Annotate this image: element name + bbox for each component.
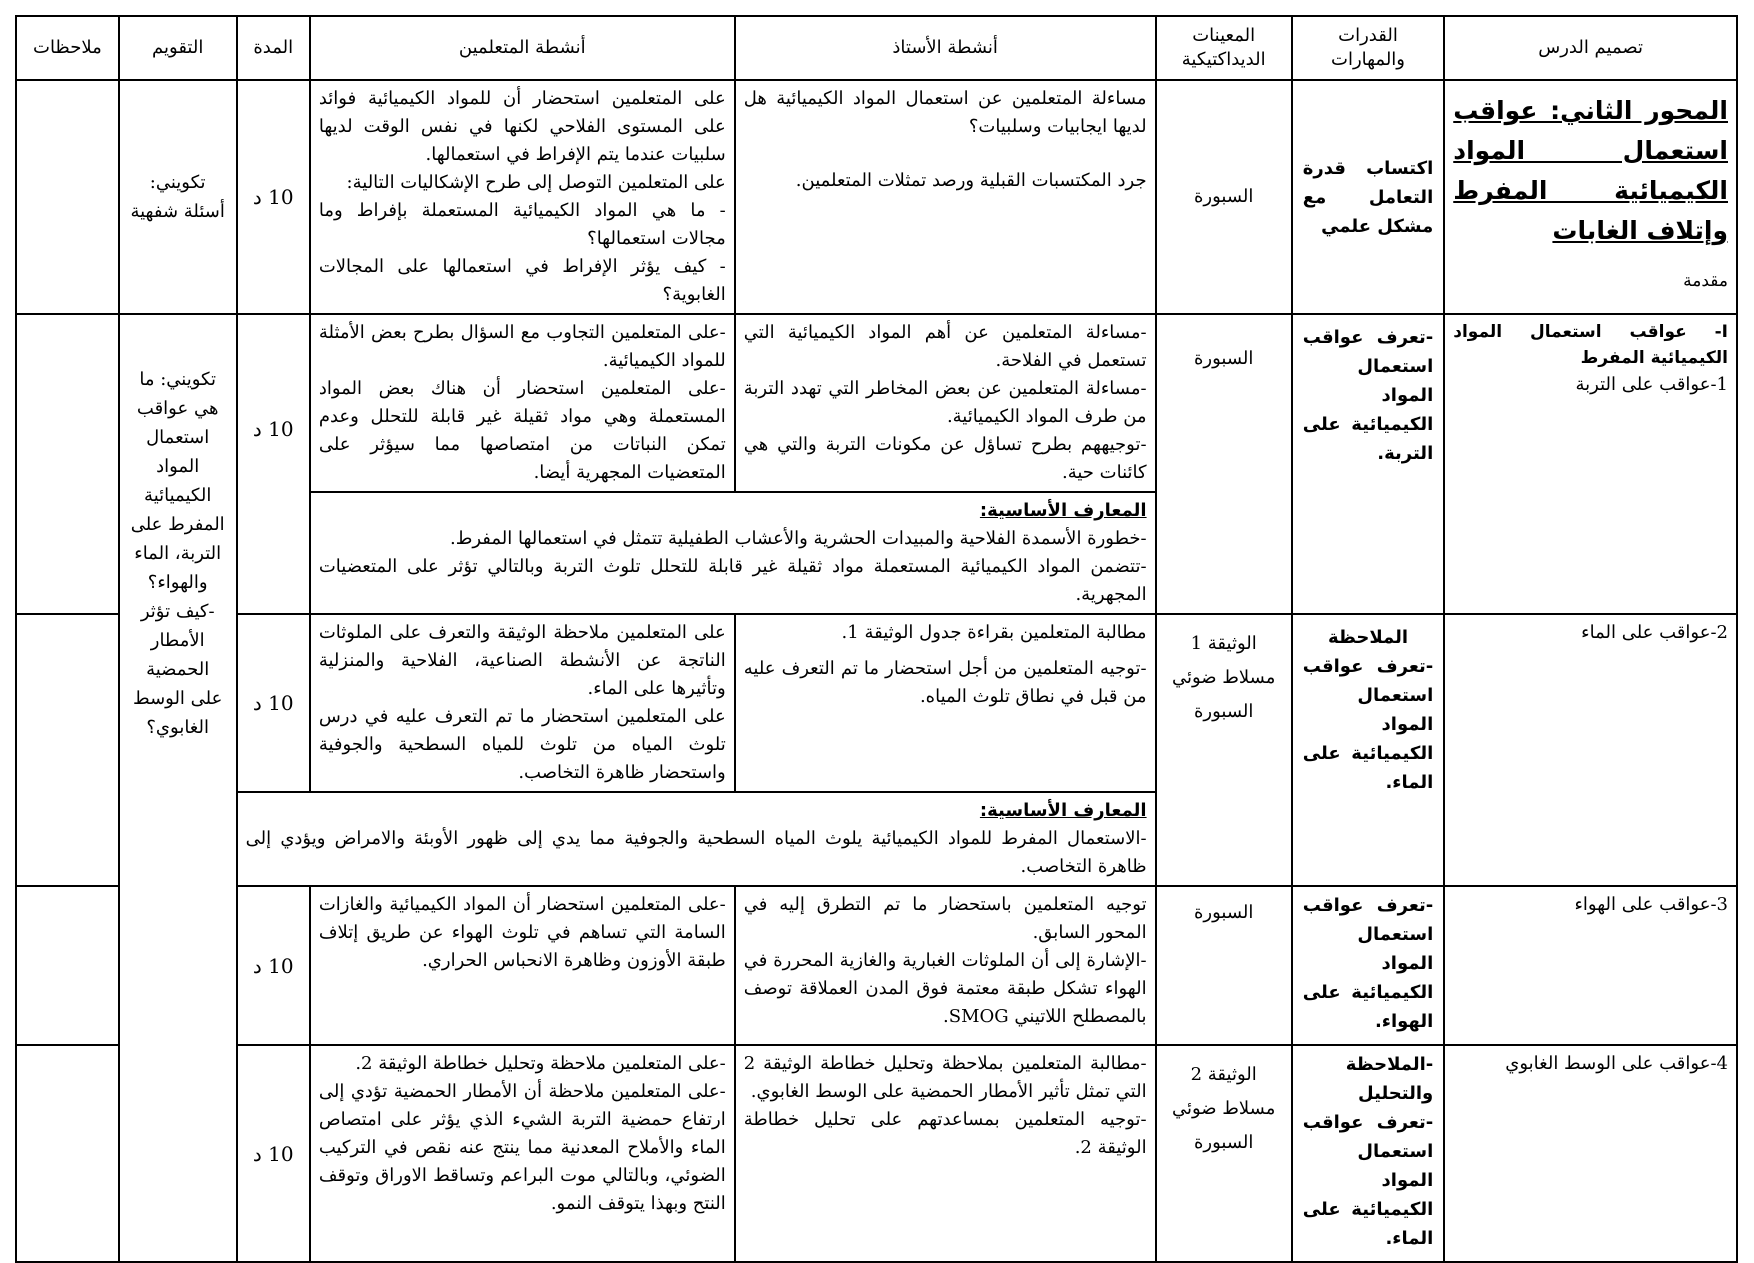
water-knowledge-1: -الاستعمال المفرط للمواد الكيميائية يلوث المياه السطحية والجوفية مما يدي إلى ظهور الأوبئة والامراض ويؤدي إلى ظاهرة التخاصب. — [245, 828, 1147, 877]
soil-teacher-1: -مساءلة المتعلمين عن أهم المواد الكيميائية التي تستعمل في الفلاحة. — [743, 322, 1147, 371]
header-design: تصميم الدرس — [1444, 16, 1737, 80]
forest-learner-1: -على المتعلمين ملاحظة وتحليل خطاطة الوثيقة 2. — [355, 1053, 726, 1074]
soil-learner-cell — [310, 314, 735, 492]
forest-aids-cell — [1156, 1045, 1292, 1262]
intro-aids: السبورة — [1156, 80, 1292, 314]
axis-title: المحور الثاني: عواقب استعمال المواد الكيميائية المفرط وإتلاف الغابات — [1453, 96, 1728, 245]
forest-row — [16, 1045, 1737, 1262]
water-skills-1: الملاحظة — [1327, 627, 1409, 648]
forest-skills-cell — [1292, 1045, 1444, 1262]
lesson-plan-table — [15, 15, 1738, 1263]
water-duration: 10 د — [237, 614, 310, 792]
header-learner-activities: أنشطة المتعلمين — [310, 16, 735, 80]
soil-knowledge-heading: المعارف الأساسية: — [979, 500, 1147, 521]
intro-row — [16, 80, 1737, 314]
air-duration: 10 د — [237, 886, 310, 1045]
water-knowledge-cell — [237, 792, 1156, 886]
soil-aids: السبورة — [1156, 314, 1292, 614]
air-teacher-2: -الإشارة إلى أن الملوثات الغبارية والغازية المحررة في الهواء تشكل طبقة معتمة فوق المدن العملاقة توصف بالمصطلح اللاتيني SMOG. — [743, 950, 1147, 1027]
intro-design-cell — [1444, 80, 1737, 314]
air-teacher-1: توجيه المتعلمين باستحضار ما تم التطرق إليه في المحور السابق. — [743, 894, 1147, 943]
water-teacher-cell — [735, 614, 1156, 792]
intro-assessment: تكويني: أسئلة شفهية — [119, 80, 237, 314]
soil-skills: -تعرف عواقب استعمال المواد الكيميائية على التربة. — [1292, 314, 1444, 614]
air-learner-cell — [310, 886, 735, 1045]
air-aids: السبورة — [1156, 886, 1292, 1045]
water-notes — [16, 614, 119, 886]
air-learner-1: -على المتعلمين استحضار أن المواد الكيميائية والغازات السامة التي تساهم في تلوث الهواء عن طريق إتلاف طبقة الأوزون وظاهرة الانحباس الحراري. — [318, 894, 726, 971]
forest-teacher-1: -مطالبة المتعلمين بملاحظة وتحليل خطاطة الوثيقة 2 التي تمثل تأثير الأمطار الحمضية على الوسط الغابوي. — [743, 1053, 1147, 1102]
soil-duration: 10 د — [237, 314, 310, 614]
air-skills: -تعرف عواقب استعمال المواد الكيميائية على الهواء. — [1292, 886, 1444, 1045]
water-skills-cell — [1292, 614, 1444, 886]
water-learner-1: على المتعلمين ملاحظة الوثيقة والتعرف على الملوثات الناتجة عن الأنشطة الصناعية، الفلاحية والمنزلية وتأثيرها على الماء. — [318, 622, 726, 699]
intro-teacher-cell — [735, 80, 1156, 314]
intro-skills: اكتساب قدرة التعامل مع مشكل علمي — [1292, 80, 1444, 314]
forest-skills-1: -الملاحظة والتحليل — [1345, 1054, 1434, 1104]
soil-notes — [16, 314, 119, 614]
water-aids-3: السبورة — [1193, 701, 1254, 722]
water-learner-cell — [310, 614, 735, 792]
soil-teacher-3: -توجيههم بطرح تساؤل عن مكونات التربة والتي هي كائنات حية. — [743, 434, 1147, 483]
header-assessment: التقويم — [119, 16, 237, 80]
intro-notes — [16, 80, 119, 314]
intro-learner-3: - ما هي المواد الكيميائية المستعملة بإفراط وما مجالات استعمالها؟ — [318, 200, 726, 249]
forest-skills-2: -تعرف عواقب استعمال المواد الكيميائية على الماء. — [1302, 1112, 1434, 1249]
air-design-cell — [1444, 886, 1737, 1045]
intro-learner-2: على المتعلمين التوصل إلى طرح الإشكاليات التالية: — [346, 172, 726, 193]
forest-subheading: 4-عواقب على الوسط الغابوي — [1505, 1053, 1728, 1074]
forest-learner-2: -على المتعلمين ملاحظة أن الأمطار الحمضية تؤدي إلى ارتفاع حمضية التربة الشيء الذي يؤثر على امتصاص الماء والأملاح المعدنية مما ينتج عنه نقص في التركيب الضوئي، وبالتالي موت البراعم وتساقط الاوراق وتوقف النتح وبهذا يتوقف النمو. — [318, 1081, 726, 1214]
header-skills: القدرات والمهارات — [1292, 16, 1444, 80]
water-aids-2: مسلاط ضوئي — [1171, 667, 1276, 688]
intro-learner-4: - كيف يؤثر الإفراط في استعمالها على المجالات الغابوية؟ — [318, 256, 726, 305]
forest-aids-1: الوثيقة 2 — [1190, 1064, 1257, 1085]
soil-teacher-cell — [735, 314, 1156, 492]
air-row — [16, 886, 1737, 1045]
forest-notes — [16, 1045, 119, 1262]
soil-learner-2: -على المتعلمين استحضار أن هناك بعض المواد المستعملة وهي مواد ثقيلة غير قابلة للتحلل وعدم تمكن النباتات من امتصاصها مما سيؤثر على المتعضيات المجهرية أيضا. — [318, 378, 726, 483]
water-knowledge-heading: المعارف الأساسية: — [979, 800, 1147, 821]
soil-knowledge-2: -تتضمن المواد الكيميائية المستعملة مواد ثقيلة غير قابلة للتحلل تلوث التربة وبالتالي تؤثر على المتعضيات المجهرية. — [318, 556, 1147, 605]
soil-subheading: 1-عواقب على التربة — [1575, 374, 1728, 395]
header-teacher-activities: أنشطة الأستاذ — [735, 16, 1156, 80]
soil-knowledge-1: -خطورة الأسمدة الفلاحية والمبيدات الحشرية والأعشاب الطفيلية تتمثل في استعمالها المفرط. — [450, 528, 1147, 549]
forest-teacher-cell — [735, 1045, 1156, 1262]
air-teacher-cell — [735, 886, 1156, 1045]
forest-design-cell — [1444, 1045, 1737, 1262]
forest-learner-cell — [310, 1045, 735, 1262]
header-notes: ملاحظات — [16, 16, 119, 80]
air-notes — [16, 886, 119, 1045]
water-teacher-1: مطالبة المتعلمين بقراءة جدول الوثيقة 1. — [841, 622, 1147, 643]
water-design-cell — [1444, 614, 1737, 886]
intro-learner-cell — [310, 80, 735, 314]
header-row — [16, 16, 1737, 80]
water-aids-cell — [1156, 614, 1292, 886]
water-row — [16, 614, 1737, 792]
forest-teacher-2: -توجيه المتعلمين بمساعدتهم على تحليل خطاطة الوثيقة 2. — [743, 1109, 1147, 1158]
soil-row — [16, 314, 1737, 492]
intro-teacher-2: جرد المكتسبات القبلية ورصد تمثلات المتعلمين. — [795, 170, 1147, 191]
intro-duration: 10 د — [237, 80, 310, 314]
water-teacher-2: -توجيه المتعلمين من أجل استحضار ما تم التعرف عليه من قبل في نطاق تلوث المياه. — [743, 658, 1147, 707]
forest-aids-3: السبورة — [1193, 1132, 1254, 1153]
forest-aids-2: مسلاط ضوئي — [1171, 1098, 1276, 1119]
intro-learner-1: على المتعلمين استحضار أن للمواد الكيميائية فوائد على المستوى الفلاحي لكنها في نفس الوقت لديها سلبيات عندما يتم الإفراط في استعمالها. — [318, 88, 726, 165]
water-skills-2: -تعرف عواقب استعمال المواد الكيميائية على الماء. — [1302, 656, 1434, 793]
soil-teacher-2: -مساءلة المتعلمين عن بعض المخاطر التي تهدد التربة من طرف المواد الكيميائية. — [743, 378, 1147, 427]
water-aids-1: الوثيقة 1 — [1190, 633, 1257, 654]
header-aids: المعينات الديداكتيكية — [1156, 16, 1292, 80]
water-subheading: 2-عواقب على الماء — [1581, 622, 1728, 643]
soil-design-cell — [1444, 314, 1737, 614]
shared-assessment: تكويني: ما هي عواقب استعمال المواد الكيميائية المفرط على التربة، الماء والهواء؟ -كيف تؤثر الأمطار الحمضية على الوسط الغابوي؟ — [119, 314, 237, 1262]
soil-learner-1: -على المتعلمين التجاوب مع السؤال بطرح بعض الأمثلة للمواد الكيميائية. — [318, 322, 726, 371]
forest-duration: 10 د — [237, 1045, 310, 1262]
water-learner-2: على المتعلمين استحضار ما تم التعرف عليه في درس تلوث المياه من تلوث للمياه السطحية والجوفية واستحضار ظاهرة التخاصب. — [318, 706, 726, 783]
intro-section-label: مقدمة — [1683, 271, 1728, 291]
soil-heading: I- عواقب استعمال المواد الكيميائية المفرط — [1453, 322, 1728, 368]
air-subheading: 3-عواقب على الهواء — [1574, 894, 1728, 915]
soil-knowledge-cell — [310, 492, 1156, 614]
intro-teacher-1: مساءلة المتعلمين عن استعمال المواد الكيميائية هل لديها ايجابيات وسلبيات؟ — [743, 88, 1147, 137]
header-duration: المدة — [237, 16, 310, 80]
